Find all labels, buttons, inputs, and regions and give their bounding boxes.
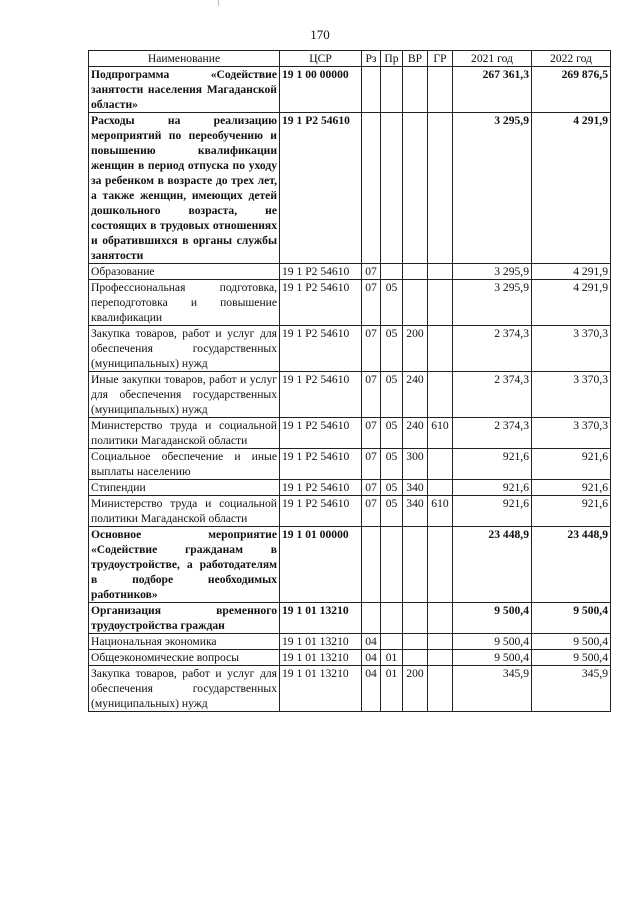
cell-gr xyxy=(428,603,453,634)
cell-vr: 240 xyxy=(403,418,428,449)
table-row xyxy=(89,650,611,666)
cell-rz: 07 xyxy=(362,449,381,480)
cell-gr xyxy=(428,650,453,666)
table-row xyxy=(89,326,611,372)
cell-y2021: 23 448,9 xyxy=(453,527,532,603)
cell-y2022: 921,6 xyxy=(532,480,611,496)
table-body xyxy=(89,67,611,712)
cell-pr xyxy=(381,527,403,603)
table-row xyxy=(89,634,611,650)
cell-vr: 200 xyxy=(403,666,428,712)
cell-gr xyxy=(428,67,453,113)
cell-name: Подпрограмма «Содействие занятости населения Магаданской области» xyxy=(89,67,280,113)
cell-y2022: 345,9 xyxy=(532,666,611,712)
table-row xyxy=(89,527,611,603)
table-row xyxy=(89,113,611,264)
cell-vr xyxy=(403,67,428,113)
budget-table xyxy=(88,50,611,712)
table-row xyxy=(89,264,611,280)
cell-name: Образование xyxy=(89,264,280,280)
cell-csr: 19 1 P2 54610 xyxy=(280,113,362,264)
scan-mark xyxy=(218,0,219,6)
cell-vr xyxy=(403,264,428,280)
header-vr: ВР xyxy=(403,51,428,67)
cell-vr: 300 xyxy=(403,449,428,480)
cell-rz xyxy=(362,527,381,603)
cell-y2022: 269 876,5 xyxy=(532,67,611,113)
cell-gr xyxy=(428,326,453,372)
cell-csr: 19 1 P2 54610 xyxy=(280,480,362,496)
cell-csr: 19 1 P2 54610 xyxy=(280,326,362,372)
cell-name: Министерство труда и социальной политики Магаданской области xyxy=(89,496,280,527)
cell-pr: 05 xyxy=(381,372,403,418)
cell-y2021: 921,6 xyxy=(453,496,532,527)
table-row xyxy=(89,372,611,418)
header-rz: Рз xyxy=(362,51,381,67)
cell-pr: 05 xyxy=(381,418,403,449)
cell-y2022: 23 448,9 xyxy=(532,527,611,603)
cell-csr: 19 1 P2 54610 xyxy=(280,449,362,480)
cell-csr: 19 1 01 13210 xyxy=(280,666,362,712)
cell-csr: 19 1 P2 54610 xyxy=(280,372,362,418)
table-row xyxy=(89,449,611,480)
table-row xyxy=(89,480,611,496)
cell-y2021: 921,6 xyxy=(453,480,532,496)
header-csr: ЦСР xyxy=(280,51,362,67)
cell-csr: 19 1 P2 54610 xyxy=(280,280,362,326)
cell-name: Закупка товаров, работ и услуг для обеспечения государственных (муниципальных) нужд xyxy=(89,326,280,372)
cell-gr: 610 xyxy=(428,496,453,527)
cell-y2022: 3 370,3 xyxy=(532,372,611,418)
cell-gr xyxy=(428,113,453,264)
cell-vr xyxy=(403,650,428,666)
cell-gr xyxy=(428,372,453,418)
cell-rz: 07 xyxy=(362,280,381,326)
cell-y2022: 4 291,9 xyxy=(532,113,611,264)
table-header-row xyxy=(89,51,611,67)
cell-csr: 19 1 P2 54610 xyxy=(280,264,362,280)
cell-pr: 05 xyxy=(381,280,403,326)
cell-y2021: 2 374,3 xyxy=(453,326,532,372)
cell-rz: 07 xyxy=(362,264,381,280)
header-2022: 2022 год xyxy=(532,51,611,67)
cell-pr xyxy=(381,113,403,264)
header-2021: 2021 год xyxy=(453,51,532,67)
cell-name: Социальное обеспечение и иные выплаты населению xyxy=(89,449,280,480)
table-row xyxy=(89,496,611,527)
cell-rz: 07 xyxy=(362,372,381,418)
cell-vr xyxy=(403,603,428,634)
table-row xyxy=(89,280,611,326)
cell-name: Профессиональная подготовка, переподготовка и повышение квалификации xyxy=(89,280,280,326)
cell-gr xyxy=(428,666,453,712)
cell-y2022: 921,6 xyxy=(532,449,611,480)
cell-name: Стипендии xyxy=(89,480,280,496)
cell-y2022: 9 500,4 xyxy=(532,634,611,650)
cell-y2021: 921,6 xyxy=(453,449,532,480)
cell-pr: 05 xyxy=(381,496,403,527)
cell-name: Закупка товаров, работ и услуг для обеспечения государственных (муниципальных) нужд xyxy=(89,666,280,712)
cell-vr: 240 xyxy=(403,372,428,418)
cell-rz: 07 xyxy=(362,496,381,527)
table-row xyxy=(89,666,611,712)
cell-pr xyxy=(381,264,403,280)
cell-rz xyxy=(362,113,381,264)
cell-vr: 340 xyxy=(403,496,428,527)
header-gr: ГР xyxy=(428,51,453,67)
cell-name: Национальная экономика xyxy=(89,634,280,650)
cell-y2021: 2 374,3 xyxy=(453,372,532,418)
cell-name: Министерство труда и социальной политики Магаданской области xyxy=(89,418,280,449)
cell-vr xyxy=(403,113,428,264)
cell-pr xyxy=(381,603,403,634)
cell-gr xyxy=(428,634,453,650)
cell-vr xyxy=(403,634,428,650)
cell-vr: 200 xyxy=(403,326,428,372)
cell-y2022: 921,6 xyxy=(532,496,611,527)
cell-rz: 07 xyxy=(362,480,381,496)
cell-name: Общеэкономические вопросы xyxy=(89,650,280,666)
cell-y2021: 267 361,3 xyxy=(453,67,532,113)
cell-name: Иные закупки товаров, работ и услуг для обеспечения государственных (муниципальных) нужд xyxy=(89,372,280,418)
cell-y2022: 3 370,3 xyxy=(532,418,611,449)
cell-gr xyxy=(428,264,453,280)
cell-pr: 01 xyxy=(381,650,403,666)
cell-rz: 07 xyxy=(362,418,381,449)
cell-csr: 19 1 01 13210 xyxy=(280,634,362,650)
cell-rz: 04 xyxy=(362,650,381,666)
cell-name: Основное мероприятие «Содействие гражданам в трудоустройстве, а работодателям в подборе необходимых работников» xyxy=(89,527,280,603)
cell-pr: 05 xyxy=(381,480,403,496)
cell-gr xyxy=(428,527,453,603)
header-pr: Пр xyxy=(381,51,403,67)
cell-rz: 04 xyxy=(362,666,381,712)
cell-gr xyxy=(428,480,453,496)
cell-csr: 19 1 01 13210 xyxy=(280,603,362,634)
cell-pr xyxy=(381,67,403,113)
cell-gr xyxy=(428,280,453,326)
cell-csr: 19 1 P2 54610 xyxy=(280,418,362,449)
cell-y2021: 345,9 xyxy=(453,666,532,712)
cell-pr: 01 xyxy=(381,666,403,712)
cell-y2021: 9 500,4 xyxy=(453,603,532,634)
cell-name: Расходы на реализацию мероприятий по переобучению и повышению квалификации женщин в период отпуска по уходу за ребенком в возрасте до трех лет, а также женщин, имеющих детей дошкольного возраста, не состоящих в трудовых отношениях и обратившихся в органы службы занятости xyxy=(89,113,280,264)
cell-y2022: 4 291,9 xyxy=(532,280,611,326)
cell-name: Организация временного трудоустройства граждан xyxy=(89,603,280,634)
table-row xyxy=(89,67,611,113)
cell-rz xyxy=(362,67,381,113)
cell-csr: 19 1 00 00000 xyxy=(280,67,362,113)
header-name: Наименование xyxy=(89,51,280,67)
cell-vr: 340 xyxy=(403,480,428,496)
cell-y2022: 9 500,4 xyxy=(532,650,611,666)
cell-pr xyxy=(381,634,403,650)
cell-y2022: 3 370,3 xyxy=(532,326,611,372)
cell-gr xyxy=(428,449,453,480)
cell-rz: 07 xyxy=(362,326,381,372)
cell-vr xyxy=(403,280,428,326)
cell-y2021: 3 295,9 xyxy=(453,280,532,326)
cell-y2022: 4 291,9 xyxy=(532,264,611,280)
cell-csr: 19 1 P2 54610 xyxy=(280,496,362,527)
cell-y2021: 3 295,9 xyxy=(453,264,532,280)
cell-y2021: 2 374,3 xyxy=(453,418,532,449)
cell-rz xyxy=(362,603,381,634)
cell-csr: 19 1 01 13210 xyxy=(280,650,362,666)
cell-pr: 05 xyxy=(381,449,403,480)
cell-vr xyxy=(403,527,428,603)
table-row xyxy=(89,603,611,634)
cell-rz: 04 xyxy=(362,634,381,650)
cell-pr: 05 xyxy=(381,326,403,372)
cell-y2021: 3 295,9 xyxy=(453,113,532,264)
cell-csr: 19 1 01 00000 xyxy=(280,527,362,603)
cell-y2021: 9 500,4 xyxy=(453,650,532,666)
table-row xyxy=(89,418,611,449)
cell-gr: 610 xyxy=(428,418,453,449)
cell-y2022: 9 500,4 xyxy=(532,603,611,634)
page-number: 170 xyxy=(310,27,330,42)
cell-y2021: 9 500,4 xyxy=(453,634,532,650)
